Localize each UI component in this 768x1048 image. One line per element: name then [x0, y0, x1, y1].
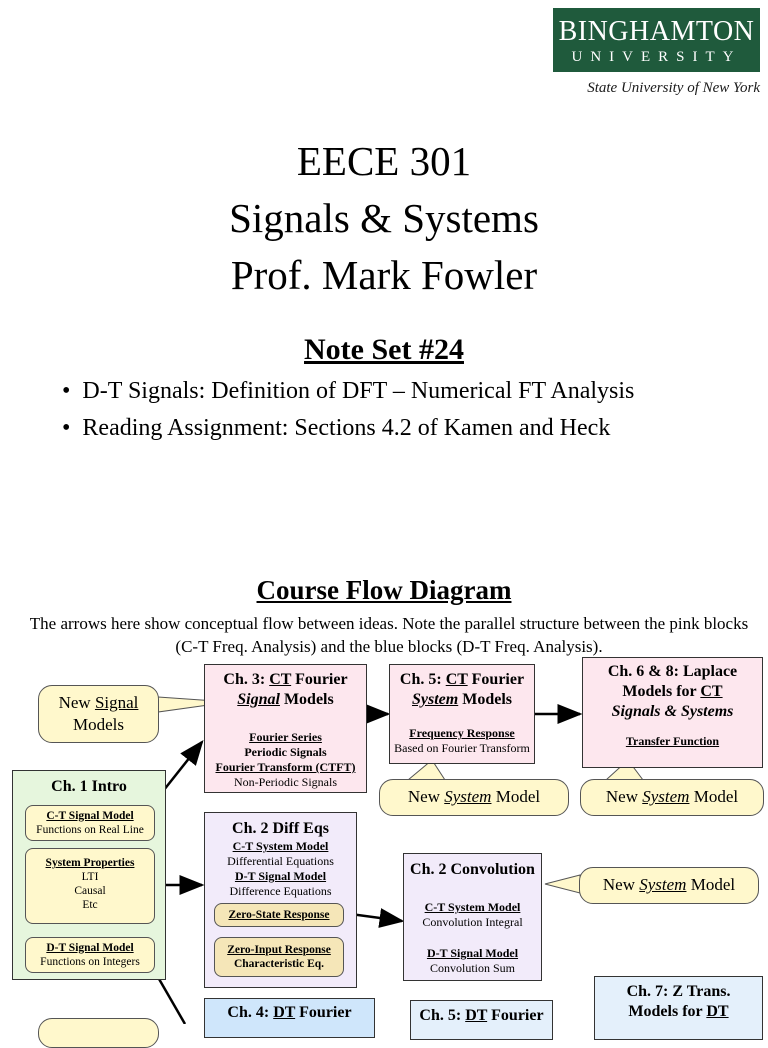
ch5-dt-heading: Ch. 5: DT Fourier — [419, 1007, 544, 1024]
ch2-conv-heading: Ch. 2 Convolution — [410, 861, 535, 878]
ch3-line: Periodic Signals — [244, 745, 327, 759]
course-name: Signals & Systems — [229, 195, 539, 241]
bullet-text: D-T Signals: Definition of DFT – Numerical FT Analysis — [82, 378, 635, 404]
ch2-diff-heading: Ch. 2 Diff Eqs — [232, 820, 329, 837]
ch4-dt-fourier-box — [204, 998, 375, 1038]
callout-new-system-model: New System Model — [579, 867, 759, 904]
ch68-heading: Ch. 6 & 8: Laplace Models for CT Signals & Systems — [607, 663, 738, 720]
flow-diagram-title: Course Flow Diagram — [256, 575, 512, 605]
ch1-ct-signal-model: C-T Signal Model Functions on Real Line — [25, 805, 155, 841]
callout-new-system-model: New System Model — [379, 779, 569, 816]
callout-new-system-model: New System Model — [580, 779, 764, 816]
ch2-diff-line: Differential Equations — [227, 854, 334, 868]
ch5-ct-heading: Ch. 5: CT Fourier System Models — [399, 671, 525, 708]
ch2-conv-line: Convolution Integral — [422, 915, 523, 929]
professor-name: Prof. Mark Fowler — [230, 252, 538, 298]
logo-line-1: BINGHAMTON — [558, 16, 755, 47]
ch1-dt-signal-model: D-T Signal Model Functions on Integers — [25, 937, 155, 973]
ch5-ct-line: Based on Fourier Transform — [394, 741, 530, 755]
ch7-z-transform-box — [594, 976, 763, 1040]
ch2-diff-eqs-box — [204, 812, 357, 988]
logo-subtitle: State University of New York — [587, 80, 760, 96]
ch1-heading: Ch. 1 Intro — [51, 778, 127, 795]
ch68-laplace-box — [582, 657, 763, 768]
zero-input-response: Zero-Input Response Characteristic Eq. — [214, 937, 344, 977]
ch2-diff-line: C-T System Model — [232, 839, 329, 853]
ch7-heading: Ch. 7: Z Trans. Models for DT — [626, 983, 731, 1020]
ch3-ct-fourier-box — [204, 664, 367, 793]
ch2-conv-line: C-T System Model — [424, 900, 521, 914]
ch5-ct-fourier-box — [389, 664, 535, 764]
flow-diagram-description: The arrows here show conceptual flow between ideas. Note the parallel structure between the pink blocks (C-T Freq. Analysis) and the blue blocks (D-T Freq. Analysis). — [29, 614, 749, 656]
ch2-conv-line: D-T Signal Model — [426, 946, 519, 960]
ch5-ct-line: Frequency Response — [409, 726, 515, 740]
course-code: EECE 301 — [296, 138, 472, 184]
zero-state-response: Zero-State Response — [214, 903, 344, 927]
ch3-heading: Ch. 3: CT Fourier Signal Models — [223, 671, 348, 708]
callout-pointer — [545, 875, 580, 893]
bullet-text: Reading Assignment: Sections 4.2 of Kamen and Heck — [82, 415, 611, 441]
ch4-heading: Ch. 4: DT Fourier — [227, 1004, 352, 1021]
ch2-convolution-box — [403, 853, 542, 981]
callout-partial — [38, 1018, 159, 1048]
ch1-intro-box — [12, 770, 166, 980]
ch2-conv-line: Convolution Sum — [429, 961, 515, 975]
ch2-diff-line: Difference Equations — [229, 884, 332, 898]
callout-new-signal-models: New Signal Models — [38, 685, 159, 743]
ch3-line: Non-Periodic Signals — [234, 775, 337, 789]
ch2-diff-line: D-T Signal Model — [234, 869, 327, 883]
ch68-line: Transfer Function — [625, 734, 720, 748]
ch1-system-properties: System Properties LTI Causal Etc — [25, 848, 155, 924]
logo-line-2: UNIVERSITY — [571, 49, 742, 65]
note-set-heading: Note Set #24 — [304, 333, 464, 366]
ch3-line: Fourier Series — [249, 730, 322, 744]
ch5-dt-fourier-box — [410, 1000, 553, 1040]
ch3-line: Fourier Transform (CTFT) — [215, 760, 356, 774]
